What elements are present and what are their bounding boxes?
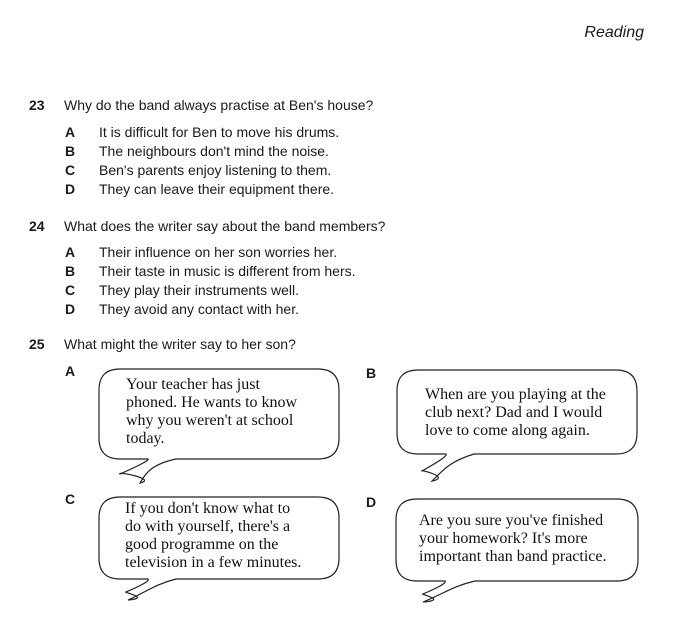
option-text: Ben's parents enjoy listening to them. bbox=[99, 162, 332, 178]
question-number: 23 bbox=[29, 97, 45, 113]
speech-bubble-b[interactable] bbox=[396, 369, 638, 489]
question-number: 24 bbox=[29, 218, 45, 234]
option-text: They can leave their equipment there. bbox=[99, 181, 335, 197]
option-letter: C bbox=[65, 282, 76, 298]
option-letter: D bbox=[65, 301, 76, 317]
bubble-line: your homework? It's more bbox=[419, 530, 588, 547]
bubble-line: love to come along again. bbox=[425, 422, 590, 439]
option-text: It is difficult for Ben to move his drums. bbox=[99, 124, 340, 140]
speech-bubble-a[interactable] bbox=[98, 368, 340, 488]
bubble-line: Are you sure you've finished bbox=[419, 512, 604, 529]
section-header: Reading bbox=[584, 24, 644, 41]
option-letter: D bbox=[65, 181, 76, 197]
bubble-line: today. bbox=[126, 430, 165, 447]
bubble-line: why you weren't at school bbox=[126, 412, 294, 429]
option-letter: C bbox=[65, 162, 76, 178]
option-text: They play their instruments well. bbox=[99, 282, 299, 298]
option-letter: A bbox=[65, 244, 76, 260]
bubble-letter-a: A bbox=[65, 363, 76, 379]
bubble-line: good programme on the bbox=[125, 536, 279, 553]
bubble-letter-b: B bbox=[366, 365, 377, 381]
bubble-letter-d: D bbox=[366, 494, 377, 510]
option-letter: B bbox=[65, 143, 76, 159]
bubble-line: important than band practice. bbox=[419, 548, 607, 565]
question-stem: Why do the band always practise at Ben's house? bbox=[64, 97, 374, 113]
question-stem: What might the writer say to her son? bbox=[64, 336, 296, 352]
option-text: Their influence on her son worries her. bbox=[99, 244, 338, 260]
bubble-line: do with yourself, there's a bbox=[125, 518, 291, 535]
option-text: They avoid any contact with her. bbox=[99, 301, 299, 317]
option-letter: B bbox=[65, 263, 76, 279]
option-letter: A bbox=[65, 124, 76, 140]
bubble-line: club next? Dad and I would bbox=[425, 404, 603, 421]
bubble-line: If you don't know what to bbox=[125, 500, 291, 517]
bubble-line: phoned. He wants to know bbox=[126, 394, 298, 411]
option-text: Their taste in music is different from hers. bbox=[99, 263, 356, 279]
question-stem: What does the writer say about the band members? bbox=[64, 218, 386, 234]
question-number: 25 bbox=[29, 336, 45, 352]
speech-bubble-c[interactable] bbox=[98, 496, 340, 606]
speech-bubble-d[interactable] bbox=[395, 498, 639, 608]
bubble-line: television in a few minutes. bbox=[125, 554, 302, 571]
option-text: The neighbours don't mind the noise. bbox=[99, 143, 329, 159]
bubble-letter-c: C bbox=[65, 491, 76, 507]
bubble-line: Your teacher has just bbox=[126, 376, 260, 393]
bubble-line: When are you playing at the bbox=[425, 386, 606, 403]
